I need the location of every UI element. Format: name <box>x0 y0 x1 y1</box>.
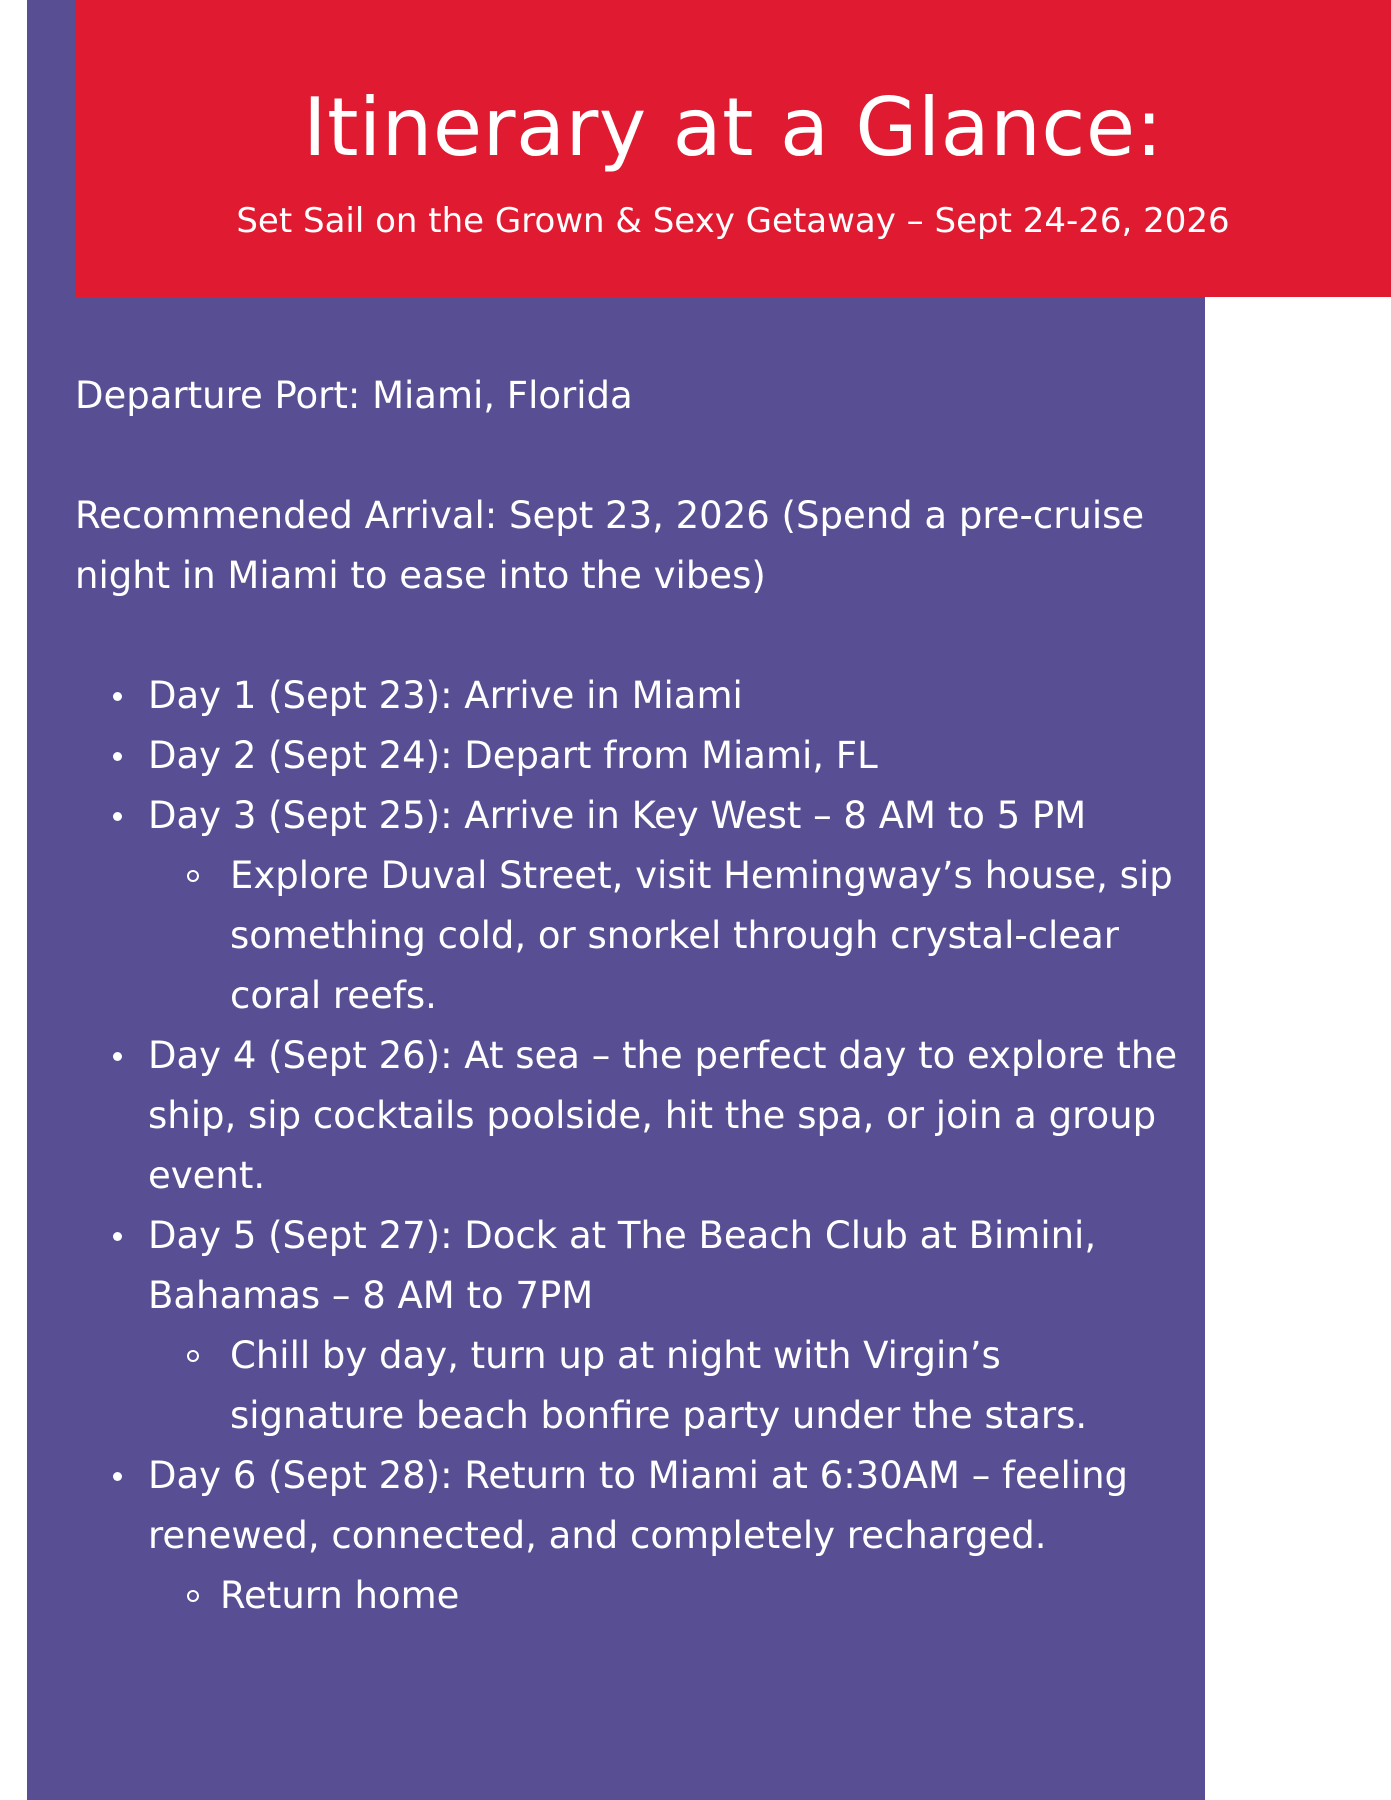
day-item-3 <box>148 786 1185 1026</box>
hollow-bullet-icon <box>187 870 199 882</box>
page-title: Itinerary at a Glance: <box>302 81 1164 174</box>
bullet-icon <box>113 812 122 821</box>
sub-item <box>220 1566 1185 1626</box>
day-list <box>75 666 1185 1626</box>
day-item-5 <box>148 1206 1185 1446</box>
day-text: Day 4 (Sept 26): At sea – the perfect day to explore the ship, sip cocktails poolside, hit the spa, or join a group event. <box>148 1034 1178 1197</box>
itinerary-content <box>75 366 1185 1626</box>
day-item-6 <box>148 1446 1185 1626</box>
day-text: Day 6 (Sept 28): Return to Miami at 6:30AM – feeling renewed, connected, and completely recharged. <box>148 1454 1129 1557</box>
bullet-icon <box>113 1232 122 1241</box>
sub-list <box>148 846 1185 1026</box>
day-text: Day 3 (Sept 25): Arrive in Key West – 8 AM to 5 PM <box>148 794 1087 837</box>
day-item-1 <box>148 666 1185 726</box>
bullet-icon <box>113 752 122 761</box>
bullet-icon <box>113 1052 122 1061</box>
sub-item <box>220 846 1185 1026</box>
day-text: Day 1 (Sept 23): Arrive in Miami <box>148 674 743 717</box>
bullet-icon <box>113 1472 122 1481</box>
day-item-4 <box>148 1026 1185 1206</box>
sub-text: Chill by day, turn up at night with Virgin’s signature beach bonfire party under the stars. <box>230 1334 1088 1437</box>
page-subtitle: Set Sail on the Grown & Sexy Getaway – Sept 24-26, 2026 <box>236 201 1230 241</box>
bullet-icon <box>113 692 122 701</box>
sub-text: Return home <box>220 1574 460 1617</box>
recommended-arrival: Recommended Arrival: Sept 23, 2026 (Spend a pre-cruise night in Miami to ease into the vibes) <box>75 494 1145 597</box>
sub-item <box>220 1326 1185 1446</box>
day-text: Day 2 (Sept 24): Depart from Miami, FL <box>148 734 878 777</box>
departure-port: Departure Port: Miami, Florida <box>75 374 633 417</box>
header-banner <box>75 0 1391 297</box>
hollow-bullet-icon <box>187 1350 199 1362</box>
sub-text: Explore Duval Street, visit Hemingway’s house, sip something cold, or snorkel through crystal-clear coral reefs. <box>230 854 1173 1017</box>
sub-list <box>148 1566 1185 1626</box>
day-item-2 <box>148 726 1185 786</box>
sub-list <box>148 1326 1185 1446</box>
hollow-bullet-icon <box>187 1590 199 1602</box>
day-text: Day 5 (Sept 27): Dock at The Beach Club at Bimini, Bahamas – 8 AM to 7PM <box>148 1214 1097 1317</box>
